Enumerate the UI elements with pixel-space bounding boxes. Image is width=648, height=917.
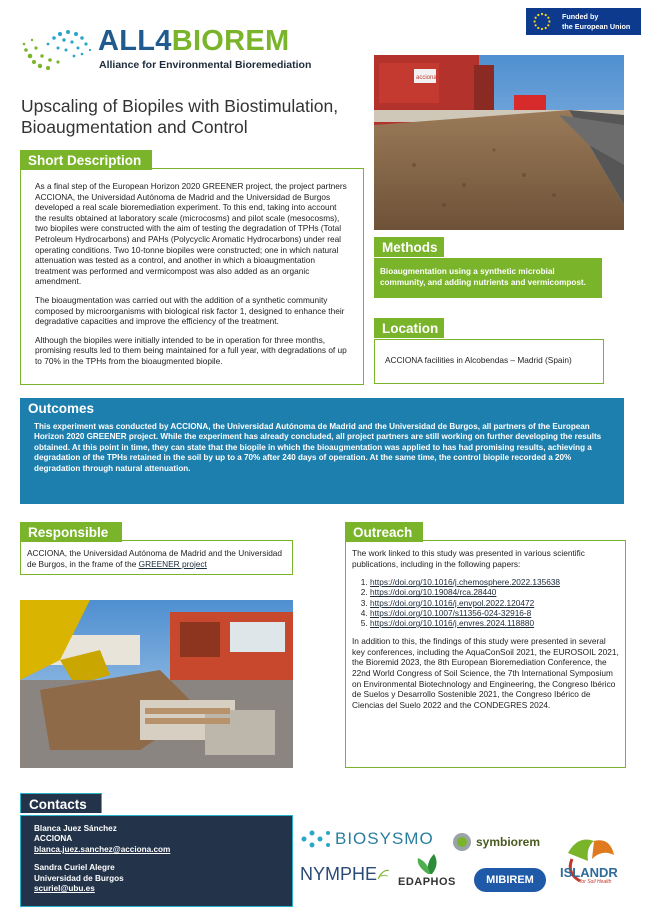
paper-item [370, 598, 619, 608]
symbiorem-icon [452, 832, 472, 852]
nymphe-leaf-icon [377, 864, 390, 884]
contact-org: ACCIONA [34, 834, 73, 844]
short-description-heading: Short Description [20, 150, 152, 170]
short-description-paragraph: Although the biopiles were initially intended to be in operation for three months, promising results led to them being maintained for a full year, with degradations of up to 70% in the TPHs from the bioaugmented biopile. [35, 334, 347, 366]
nymphe-wordmark: NYMPHE [300, 863, 378, 884]
location-box: ACCIONA facilities in Alcobendas – Madrid (Spain) [374, 339, 604, 384]
responsible-heading: Responsible [20, 522, 122, 542]
symbiorem-wordmark: symbiorem [476, 835, 541, 849]
contacts-frame [20, 815, 293, 907]
brand-title [98, 25, 290, 58]
mibirem-wordmark: MIBIREM [486, 874, 534, 886]
methods-box: Bioaugmentation using a synthetic microbial community, and adding nutrients and vermicompost. [374, 258, 602, 298]
mibirem-logo [474, 868, 546, 892]
outcomes-heading: Outcomes [20, 398, 108, 418]
eu-flag-icon [526, 8, 558, 35]
short-description-paragraph: The bioaugmentation was carried out with the addition of a synthetic community composed by microorganisms with biological risk factor 1, designed to enhance their degradative capacities and improve the efficiency of the treatment. [35, 294, 345, 327]
contact-email[interactable]: scuriel@ubu.es [34, 884, 95, 894]
paper-item [370, 608, 619, 618]
brand-title-part2: BIOREM [171, 25, 290, 57]
papers-list [370, 577, 619, 628]
paper-item [370, 618, 619, 628]
construction-photo [20, 600, 293, 768]
biosysmo-icon [300, 827, 332, 851]
responsible-box [20, 540, 293, 575]
greener-project-link[interactable]: GREENER project [138, 558, 207, 569]
short-description-paragraph: As a final step of the European Horizon 2020 GREENER project, the project partners ACCIONA, the Universidad Autónoma de Madrid and the Universidad de Burgos developed a real scale bioremediation experiment. To this end, taking into account the results obtained at laboratory scale (microcosms) and pilot scale (mesocosms), two biopiles were constructed with the aim of testing the degradation of TPHs (Total Petroleum Hydrocarbons) and PAHs (Polycyclic Aromatic Hydrocarbons) under real operating conditions. Two 10-tonne biopiles were constructed; one in which natural attenuation was tested as a control, and another in which a bioaugmentation treatment was performed and vermicompost was also added as an organic amendment. [35, 181, 347, 287]
nymphe-logo [300, 862, 390, 886]
methods-heading: Methods [374, 237, 444, 257]
islandr-wordmark: ISLANDR [560, 865, 618, 880]
responsible-text: ACCIONA, the Universidad Autónoma de Madrid and the Universidad de Burgos, in the frame of the [27, 548, 283, 569]
outreach-conferences: In addition to this, the findings of this study were presented in several key conferences, including the AquaConSoil 2021, the EUROSOIL 2021, the Bioremid 2023, the 8th European Bioremediation Conference, the 22nd World Congress of Soil Science, the 7th International Symposium on Environmental Biotechnology and Engineering, the Congreso Ibérico de Suelos y Desarrollo Sostenible 2021, the Congreso Ibérico de Ciencias del Suelo 2022 and the CONDEGRES 2024. [352, 636, 619, 710]
contacts-heading: Contacts [20, 793, 102, 813]
edaphos-icon [398, 852, 464, 876]
truck-sign-text: acciona [416, 75, 437, 81]
biopile-photo [374, 55, 624, 230]
edaphos-wordmark: EDAPHOS [398, 876, 456, 888]
biosysmo-wordmark: BIOSYSMO [335, 829, 434, 848]
islandr-tagline: for Soil Health [580, 879, 612, 885]
paper-item [370, 587, 619, 597]
eu-badge-text [558, 12, 630, 32]
outreach-heading: Outreach [345, 522, 423, 542]
outcomes-box: This experiment was conducted by ACCIONA, the Universidad Autónoma de Madrid and the Universidad de Burgos, all partners of the European Horizon 2020 GREENER project. While the experiment has already concluded, all project partners are still working on further developing the results obtained. At this point in time, they can state that the biopile in which the bioaugmentation was applied to has had promising results, achieving a degradation of the TPHs retained in the soil by up to a 70% after 240 days of operation. At the same time, the control biopile recorded a 20% degradation through natural attenuation. [20, 398, 624, 504]
contact-org: Universidad de Burgos [34, 873, 124, 883]
symbiorem-logo [452, 832, 554, 852]
outreach-intro: The work linked to this study was presented in various scientific publications, including in the following papers: [352, 548, 585, 569]
paper-link[interactable]: https://doi.org/10.1016/j.envres.2024.118880 [370, 618, 535, 628]
eu-badge-line1: Funded by [562, 11, 599, 21]
islandr-logo [558, 833, 630, 889]
paper-link[interactable]: https://doi.org/10.19084/rca.28440 [370, 587, 497, 598]
page-title: Upscaling of Biopiles with Biostimulation, Bioaugmentation and Control [21, 96, 339, 137]
paper-link[interactable]: https://doi.org/10.1016/j.chemosphere.2022.135638 [370, 577, 561, 588]
contact-name: Blanca Juez Sánchez [34, 824, 117, 833]
short-description-box [20, 168, 364, 385]
brand-subtitle: Alliance for Environmental Bioremediation [99, 59, 312, 71]
outreach-box [345, 540, 626, 768]
biosysmo-logo [300, 826, 440, 852]
edaphos-logo [398, 852, 464, 890]
eu-funding-badge [526, 8, 641, 35]
contact-name: Sandra Curiel Alegre [34, 863, 115, 873]
brand-title-part1: ALL4 [98, 25, 172, 57]
paper-item [370, 577, 619, 587]
location-heading: Location [374, 318, 444, 338]
contact-email[interactable]: blanca.juez.sanchez@acciona.com [34, 844, 171, 854]
paper-link[interactable]: https://doi.org/10.1007/s11356-024-32916-8 [370, 607, 532, 618]
eu-badge-line2: the European Union [562, 21, 631, 31]
paper-link[interactable]: https://doi.org/10.1016/j.envpol.2022.120472 [370, 597, 535, 608]
all4biorem-logo-icon [20, 26, 94, 74]
